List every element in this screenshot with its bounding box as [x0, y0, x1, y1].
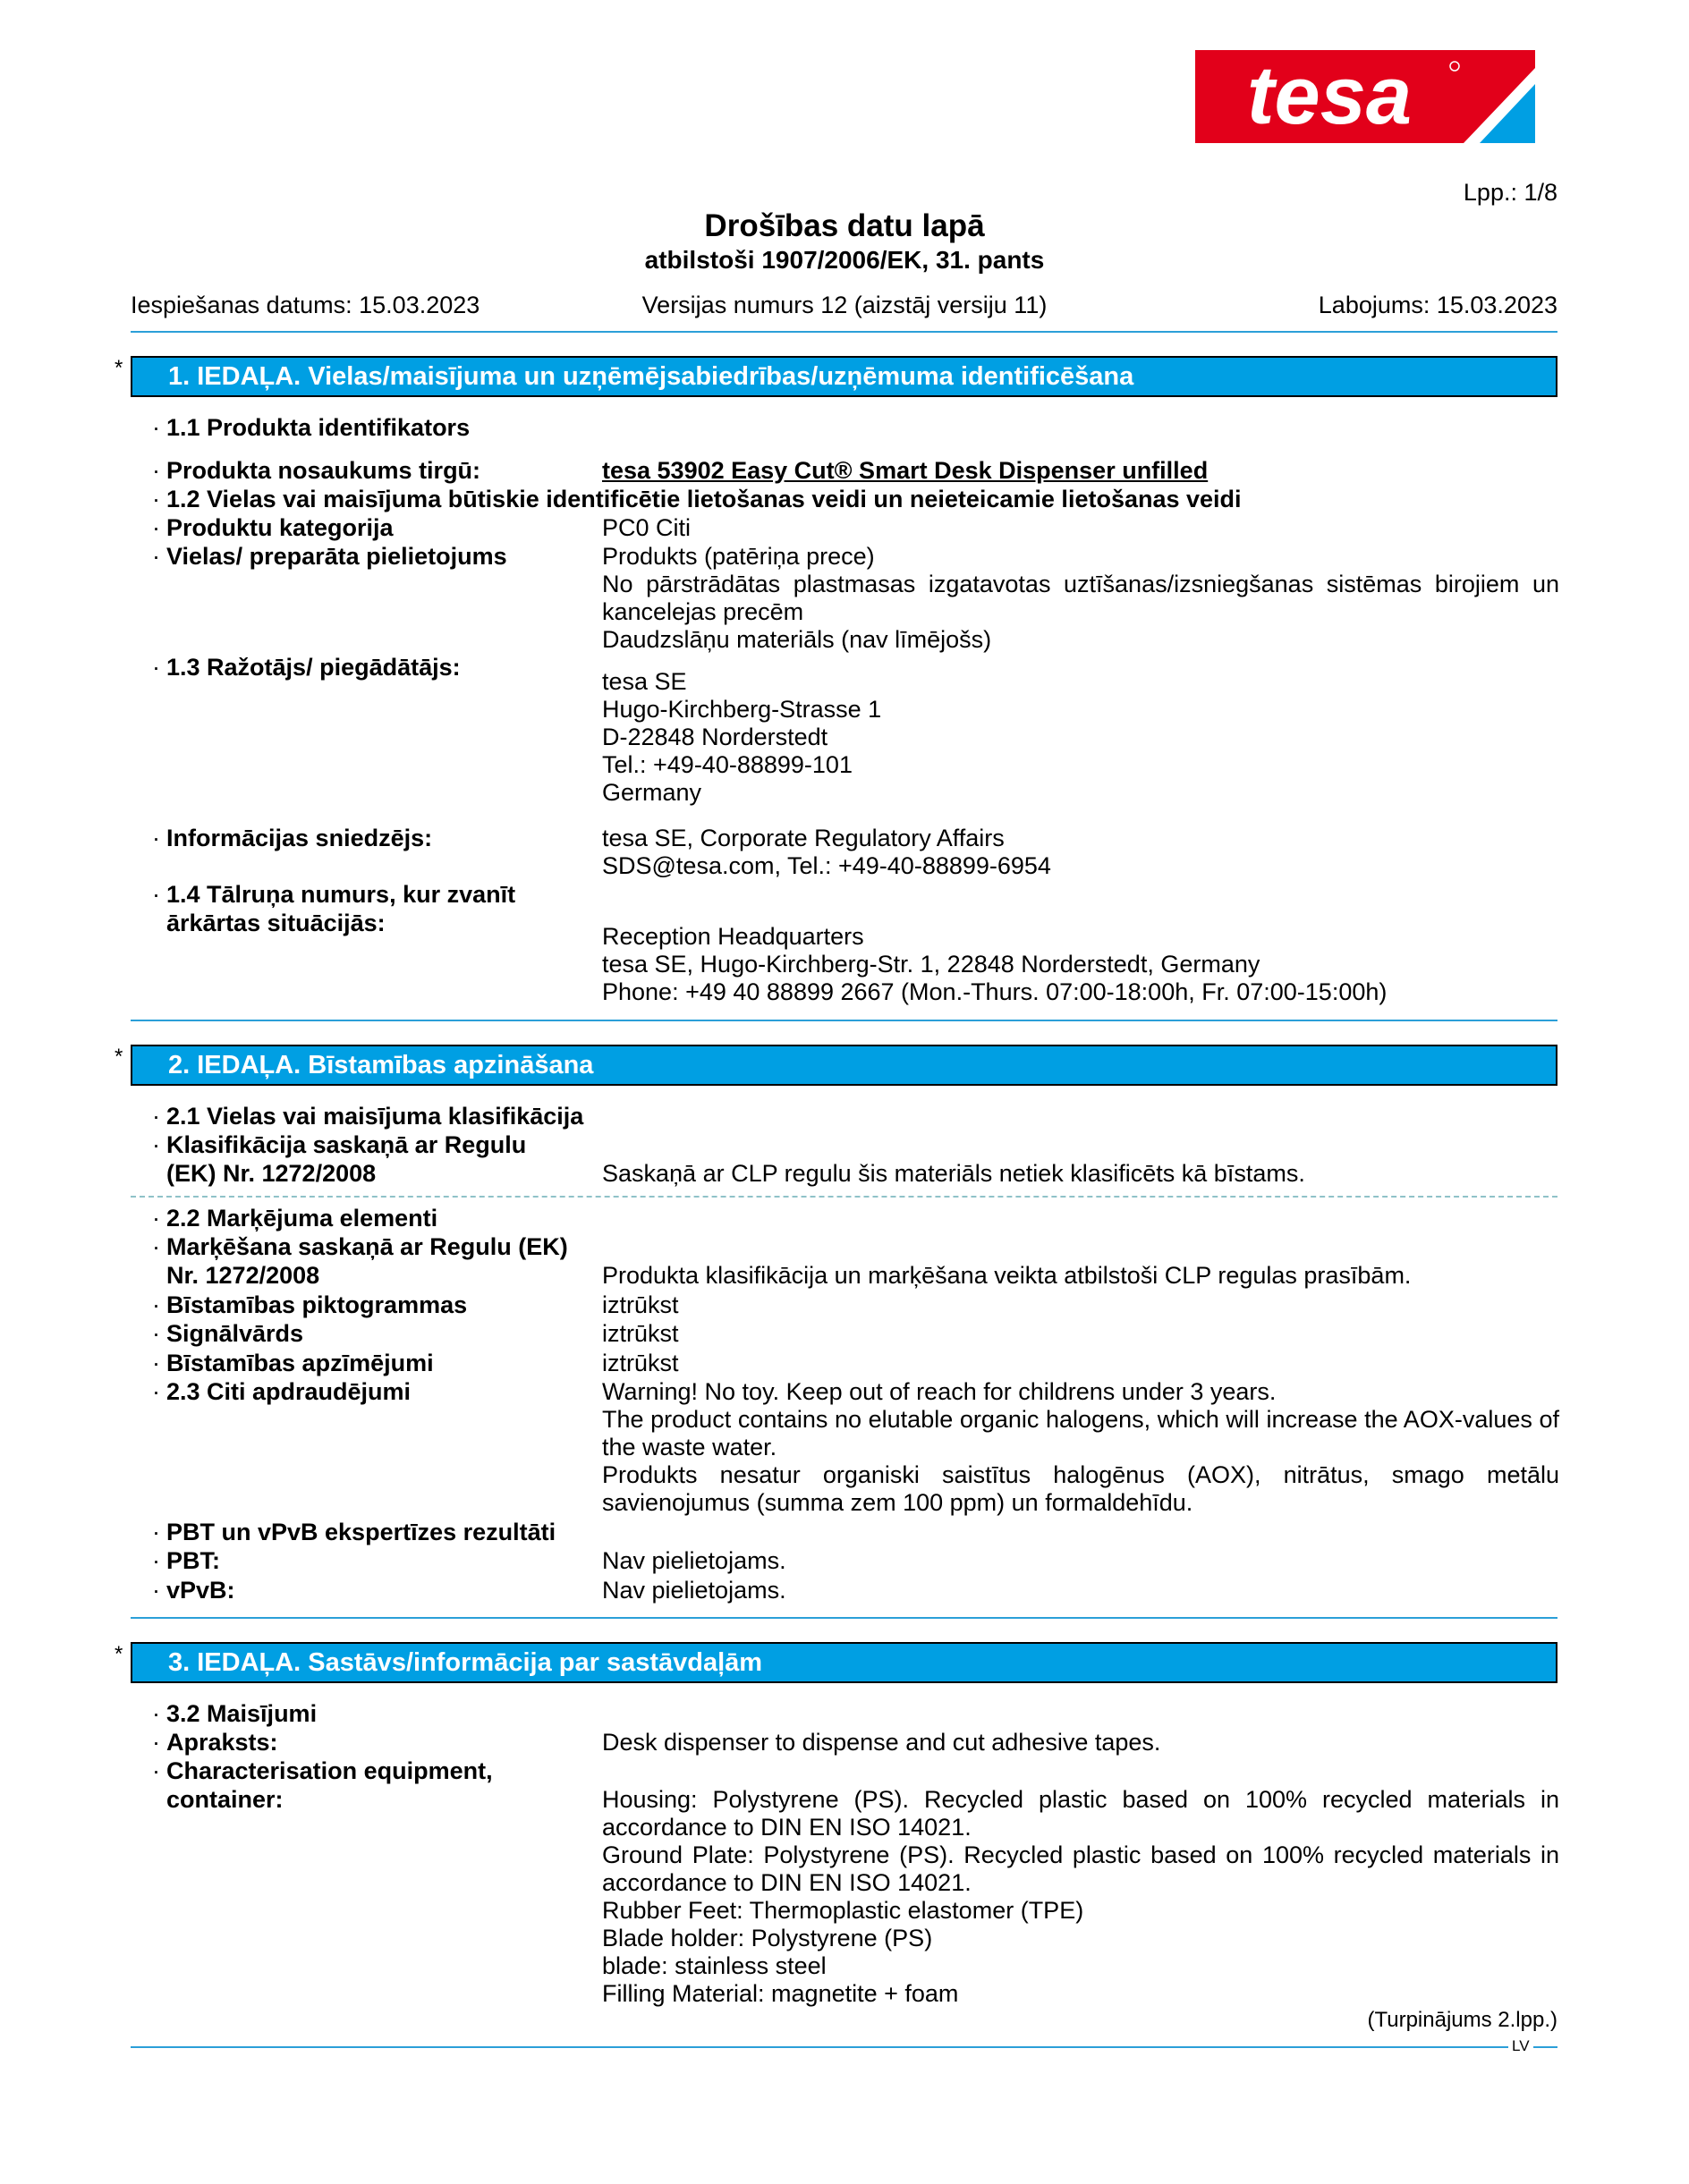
component-ground-plate: Ground Plate: Polystyrene (PS). Recycled plastic based on 100% recycled materials in accordance to DIN EN ISO 14021. — [602, 1841, 1559, 1896]
section-2-title: 2. IEDAĻA. Bīstamības apzināšana — [168, 1051, 594, 1079]
other-hazard-2: The product contains no elutable organic halogens, which will increase the AOX-values of the waste water. — [602, 1406, 1559, 1460]
product-category: PC0 Citi — [602, 514, 692, 541]
document-subtitle: atbilstoši 1907/2006/EK, 31. pants — [644, 246, 1045, 274]
hazard-statements-value: iztrūkst — [602, 1350, 679, 1376]
description-value: Desk dispenser to dispense and cut adhesive tapes. — [602, 1729, 1161, 1756]
manufacturer-street: Hugo-Kirchberg-Strasse 1 — [602, 696, 882, 723]
manufacturer-city: D-22848 Norderstedt — [602, 724, 828, 750]
product-name: tesa 53902 Easy Cut® Smart Desk Dispenser unfilled — [602, 457, 1209, 484]
substance-use-3: Daudzslāņu materiāls (nav līmējošs) — [602, 626, 992, 653]
label-classification: · Klasifikācija saskaņā ar Regulu (EK) Nr. 1272/2008 — [152, 1131, 527, 1187]
vpvb-value: Nav pielietojams. — [602, 1577, 786, 1604]
label-characterisation: · Characterisation equipment, container: — [152, 1757, 493, 1813]
label-hazard-statements: · Bīstamības apzīmējumi — [152, 1350, 434, 1376]
section-1-changed-marker: * — [115, 356, 123, 380]
substance-use-1: Produkts (patēriņa prece) — [602, 543, 875, 570]
header-rule — [131, 331, 1557, 333]
label-3-2: · 3.2 Maisījumi — [152, 1700, 318, 1727]
pictograms-value: iztrūkst — [602, 1291, 679, 1318]
label-1-4: · 1.4 Tālruņa numurs, kur zvanīt ārkārtas situācijās: — [152, 881, 516, 936]
section-3-changed-marker: * — [115, 1642, 123, 1666]
language-code: LV — [1508, 2037, 1533, 2055]
section-3-title: 3. IEDAĻA. Sastāvs/informācija par sastāvdaļām — [168, 1648, 763, 1677]
label-vpvb: · vPvB: — [152, 1577, 235, 1604]
manufacturer-phone: Tel.: +49-40-88899-101 — [602, 751, 853, 778]
label-product-name: · Produkta nosaukums tirgū: — [152, 457, 481, 484]
component-filling: Filling Material: magnetite + foam — [602, 1980, 959, 2007]
label-description: · Apraksts: — [152, 1729, 278, 1756]
info-provider-name: tesa SE, Corporate Regulatory Affairs — [602, 825, 1005, 851]
info-provider — [602, 825, 1559, 880]
label-2-1: · 2.1 Vielas vai maisījuma klasifikācija — [152, 1103, 584, 1130]
version-number: Versijas numurs 12 (aizstāj versiju 11) — [641, 292, 1048, 318]
label-pbt: · PBT: — [152, 1547, 220, 1574]
label-1-3: · 1.3 Ražotājs/ piegādātājs: — [152, 654, 461, 681]
marking-value: Produkta klasifikācija un marķēšana veikta atbilstoši CLP regulas prasībām. — [602, 1262, 1412, 1289]
continued-note: (Turpinājums 2.lpp.) — [1367, 2008, 1557, 2032]
manufacturer-name: tesa SE — [602, 668, 687, 695]
revision-date: Labojums: 15.03.2023 — [1318, 292, 1557, 318]
footer-rule — [131, 2046, 1557, 2048]
substance-use-2: No pārstrādātas plastmasas izgatavotas uztīšanas/izsniegšanas sistēmas birojiem un kancelejas precēm — [602, 571, 1559, 625]
section-2-header — [131, 1045, 1557, 1086]
page-number: Lpp.: 1/8 — [1463, 179, 1557, 206]
emergency-contact — [602, 923, 1559, 1006]
label-pictograms: · Bīstamības piktogrammas — [152, 1291, 468, 1318]
logo-wordmark: tesa — [1246, 50, 1413, 141]
label-substance-use: · Vielas/ preparāta pielietojums — [152, 543, 507, 570]
pbt-value: Nav pielietojams. — [602, 1547, 786, 1574]
section-1-end-rule — [131, 1020, 1557, 1021]
label-1-1: · 1.1 Produkta identifikators — [152, 414, 471, 441]
component-rubber-feet: Rubber Feet: Thermoplastic elastomer (TPE) — [602, 1897, 1084, 1924]
dashed-divider — [131, 1196, 1557, 1198]
emergency-contact-2: tesa SE, Hugo-Kirchberg-Str. 1, 22848 Norderstedt, Germany — [602, 951, 1260, 978]
other-hazard-1: Warning! No toy. Keep out of reach for childrens under 3 years. — [602, 1378, 1277, 1405]
other-hazards — [602, 1378, 1559, 1517]
component-housing: Housing: Polystyrene (PS). Recycled plastic based on 100% recycled materials in accordance to DIN EN ISO 14021. — [602, 1786, 1559, 1841]
emergency-contact-3: Phone: +49 40 88899 2667 (Mon.-Thurs. 07:00-18:00h, Fr. 07:00-15:00h) — [602, 978, 1388, 1005]
print-date: Iespiešanas datums: 15.03.2023 — [131, 292, 480, 318]
section-2-changed-marker: * — [115, 1045, 123, 1069]
characterisation-list — [602, 1786, 1559, 2008]
tesa-logo — [1195, 50, 1535, 143]
label-2-3: · 2.3 Citi apdraudējumi — [152, 1378, 412, 1405]
label-signal-word: · Signālvārds — [152, 1320, 304, 1347]
classification-value: Saskaņā ar CLP regulu šis materiāls netiek klasificēts kā bīstams. — [602, 1160, 1305, 1187]
manufacturer-country: Germany — [602, 779, 702, 806]
label-product-category: · Produktu kategorija — [152, 514, 394, 541]
section-2-end-rule — [131, 1617, 1557, 1619]
component-blade-holder: Blade holder: Polystyrene (PS) — [602, 1925, 933, 1951]
label-2-2: · 2.2 Marķējuma elementi — [152, 1205, 438, 1232]
label-1-2: · 1.2 Vielas vai maisījuma būtiskie identificētie lietošanas veidi un neieteicamie lietošanas veidi — [152, 486, 1242, 512]
other-hazard-3: Produkts nesatur organiski saistītus halogēnus (AOX), nitrātus, smago metālu savienojumus (summa zem 100 ppm) un formaldehīdu. — [602, 1461, 1559, 1516]
substance-use-list — [602, 543, 1559, 654]
section-3-header — [131, 1642, 1557, 1683]
signal-word-value: iztrūkst — [602, 1320, 679, 1347]
label-marking: · Marķēšana saskaņā ar Regulu (EK) Nr. 1272/2008 — [152, 1233, 568, 1289]
label-pbt-results: · PBT un vPvB ekspertīzes rezultāti — [152, 1519, 556, 1545]
document-title: Drošības datu lapā — [704, 208, 985, 243]
component-blade: blade: stainless steel — [602, 1952, 827, 1979]
section-1-header — [131, 356, 1557, 397]
info-provider-contact: SDS@tesa.com, Tel.: +49-40-88899-6954 — [602, 852, 1051, 879]
section-1-title: 1. IEDAĻA. Vielas/maisījuma un uzņēmējsabiedrības/uzņēmuma identificēšana — [168, 362, 1134, 391]
label-info-provider: · Informācijas sniedzējs: — [152, 825, 433, 851]
emergency-contact-1: Reception Headquarters — [602, 923, 864, 950]
manufacturer-address — [602, 668, 1559, 807]
